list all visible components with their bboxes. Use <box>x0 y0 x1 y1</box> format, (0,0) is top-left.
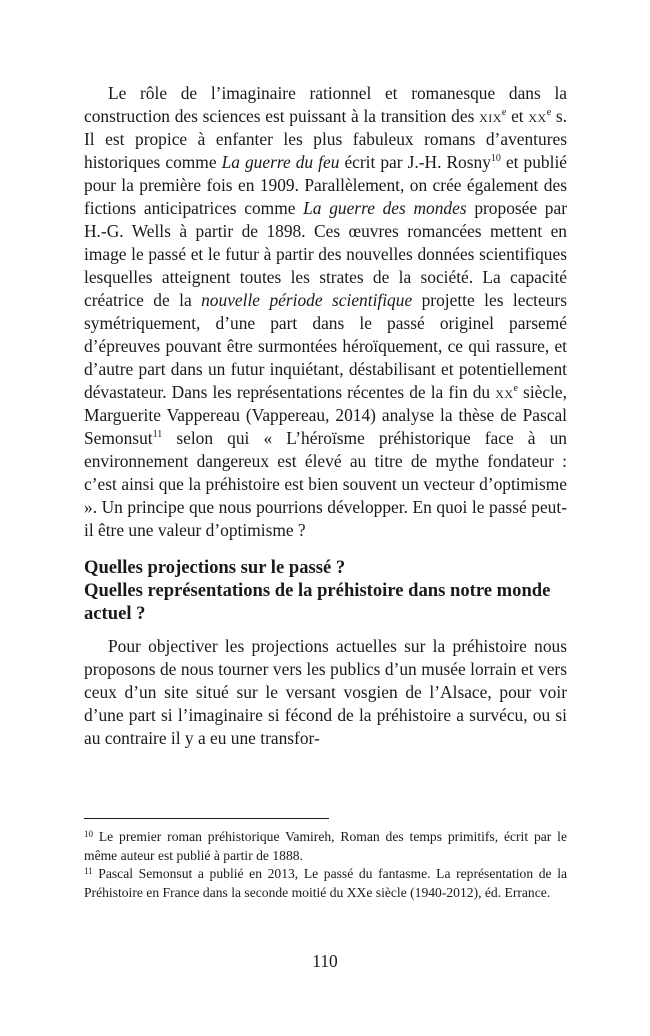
page-body <box>84 82 567 750</box>
paragraph-intro: Le rôle de l’imaginaire rationnel et romanesque dans la construction des sciences est puissant à la transition des xix$^e$ et $xx^e$ s. Il est propice à enfanter les plus fabuleux romans d’aventures historiques comme La guerre du feu écrit par J.-H. Rosny$^{10}$ et publié pour la première fois en 1909. Parallèlement, on crée également des fictions anticipatrices comme La guerre des mondes proposée par H.-G. Wells à partir de 1898. Ces œuvres romancées mettent en image le passé et le futur à partir des nouvelles données scientifiques lesquelles atteignent toutes les strates de la société. La capacité créatrice de la nouvelle période scientifique projette les lecteurs symétriquement, d’une part dans le passé originel parsemé d’épreuves pouvant être surmontées héroïquement, ce qui rassure, et d’autre part dans un futur inquiétant, déstabilisant et potentiellement dévastateur. Dans les représentations récentes de la fin du $xx^e$ siècle, Marguerite Vappereau (Vappereau, 2014) analyse la thèse de Pascal Semonsut$^{11}$ selon qui « L’héroïsme préhistorique face à un environnement dangereux est élevé au titre de mythe fondateur : c’est ainsi que la préhistoire est bien souvent un vecteur d’optimisme ». Un principe que nous pourrions développer. En quoi le passé peut-il être une valeur d’optimisme ? <box>84 83 567 540</box>
footnote-10: $^{10}$ Le premier roman préhistorique Vamireh, Roman des temps primitifs, écrit par le même auteur est publié à partir de 1888. <box>84 829 567 863</box>
footnotes <box>84 828 567 902</box>
heading-line-2: Quelles représentations de la préhistoire dans notre monde actuel ? <box>84 580 551 624</box>
footnote-ref-11: 11 <box>152 429 163 440</box>
footnote-separator <box>84 818 329 819</box>
footnote-ref-10: 10 <box>490 153 501 164</box>
footnote-11: $^{11}$ Pascal Semonsut a publié en 2013, Le passé du fantasme. La représentation de la Préhistoire en France dans la seconde moitié du XXe siècle (1940-2012), éd. Errance. <box>84 866 567 900</box>
emphasis: nouvelle période scientifique <box>201 290 413 310</box>
paragraph-section: Pour objectiver les projections actuelles sur la préhistoire nous proposons de nous tourner vers les publics d’un musée lorrain et vers ceux d’un site situé sur le versant vosgien de l’Alsace, pour voir d’une part si l’imaginaire si fécond de la préhistoire a survécu, ou si au contraire il y a eu une transfor- <box>84 636 567 748</box>
century-numeral: xix <box>479 106 502 126</box>
century-numeral: xx <box>495 382 514 402</box>
book-title: La guerre du feu <box>221 152 340 172</box>
section-heading <box>84 556 567 625</box>
heading-line-1: Quelles projections sur le passé ? <box>84 557 346 578</box>
book-title: La guerre des mondes <box>303 198 467 218</box>
page-number: 110 <box>312 951 338 971</box>
century-numeral: xx <box>528 106 547 126</box>
